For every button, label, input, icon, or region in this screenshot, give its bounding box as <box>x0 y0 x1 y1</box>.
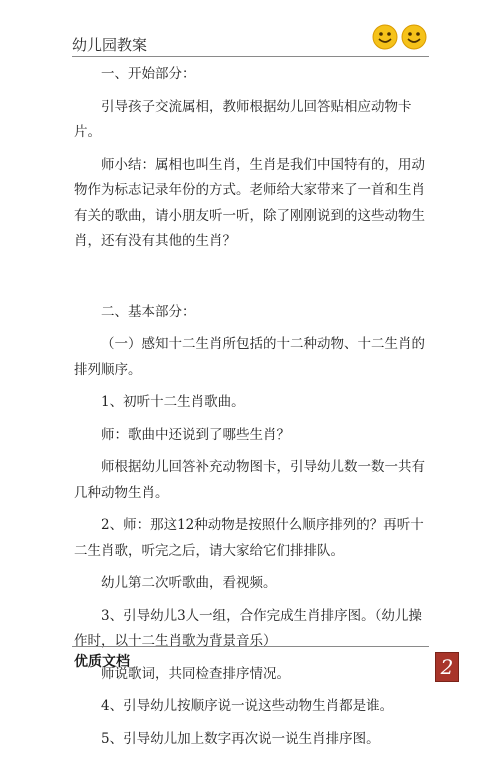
paragraph: 师说歌词，共同检查排序情况。 <box>101 665 290 682</box>
page-number-badge <box>435 652 459 682</box>
smiley-faces-icon <box>371 22 429 52</box>
paragraph: 师小结：属相也叫生肖，生肖是我们中国特有的，用动物作为标志记录年份的方式。老师给大家带来了一首和生肖有关的歌曲，请小朋友听一听，除了刚刚说到的这些动物生肖，还有没有其他的生肖？ <box>74 156 425 249</box>
page-number: 2 <box>440 655 454 679</box>
footer-label: 优质文档 <box>74 654 130 670</box>
paragraph: 5、引导幼儿加上数字再次说一说生肖排序图。 <box>101 730 380 747</box>
footer-divider <box>72 646 429 647</box>
subsection-heading: （一）感知十二生肖所包括的十二种动物、十二生肖的排列顺序。 <box>74 336 425 378</box>
section-gap <box>74 262 430 300</box>
paragraph: 4、引导幼儿按顺序说一说这些动物生肖都是谁。 <box>101 698 394 714</box>
paragraph: 师：歌曲中还说到了哪些生肖？ <box>101 426 290 443</box>
paragraph: 3、引导幼儿3人一组，合作完成生肖排序图。（幼儿操作时，以十二生肖歌为背景音乐） <box>74 607 422 649</box>
section-heading-basic: 二、基本部分： <box>101 303 196 320</box>
paragraph: 幼儿第二次听歌曲，看视频。 <box>101 575 277 591</box>
header-title: 幼儿园教案 <box>72 36 148 54</box>
paragraph: 引导孩子交流属相，教师根据幼儿回答贴相应动物卡片。 <box>74 98 412 140</box>
paragraph: 2、师：那这12种动物是按照什么顺序排列的？再听十二生肖歌，听完之后，请大家给它们排排队。 <box>74 517 424 559</box>
smiley-icon-left <box>373 25 397 49</box>
paragraph: 师根据幼儿回答补充动物图卡，引导幼儿数一数一共有几种动物生肖。 <box>74 459 425 501</box>
paragraph: 1、初听十二生肖歌曲。 <box>101 394 245 410</box>
header-divider <box>72 56 429 57</box>
section-heading-start: 一、开始部分： <box>101 66 196 82</box>
smiley-icon-right <box>402 25 426 49</box>
